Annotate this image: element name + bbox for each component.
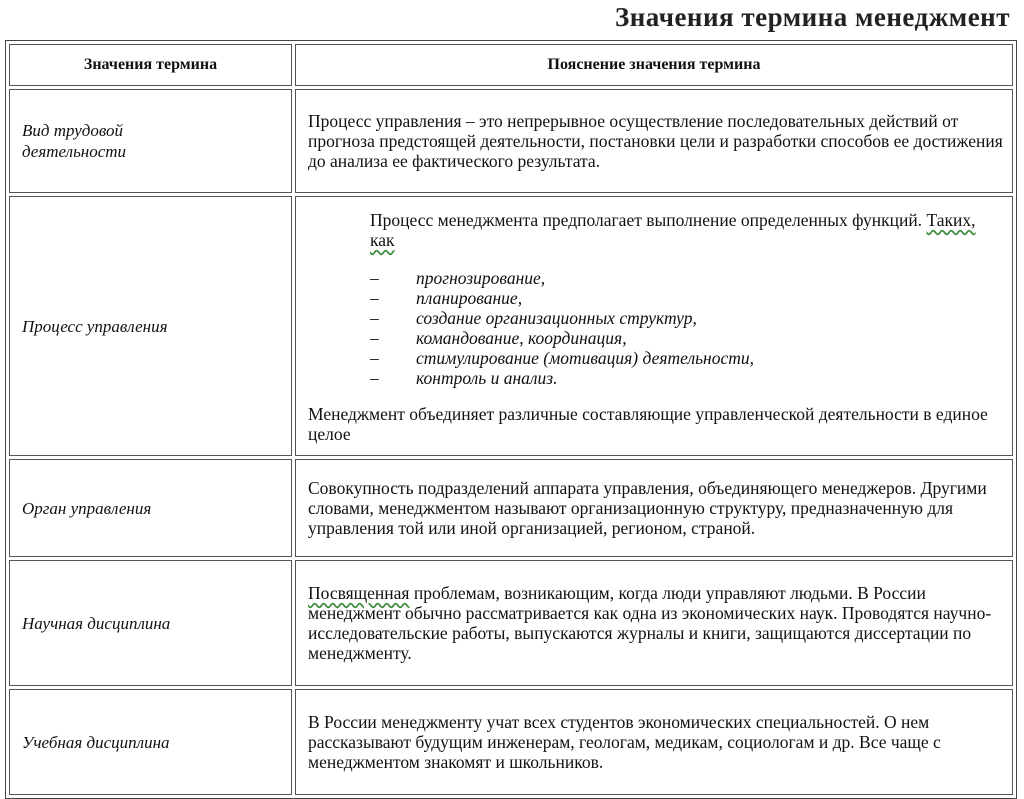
desc-cell: Процесс управления – это непрерывное осуществление последовательных действий от прогноза предстоящей деятельности, постановки цели и разработки способов ее достижения до анализа ее фактического результата. (295, 89, 1013, 193)
desc-cell (295, 196, 1013, 456)
list-item (370, 268, 1004, 288)
functions-intro (308, 210, 1004, 250)
term-cell: Орган управления (9, 459, 292, 557)
list-item (370, 288, 1004, 308)
term-line: деятельности (22, 142, 127, 161)
term-cell: Научная дисциплина (9, 560, 292, 686)
header-explanation: Пояснение значения термина (295, 44, 1013, 86)
term-cell (9, 89, 292, 193)
desc-text: проблемам, возникающим, когда люди управляют людьми. В России менеджмент обычно рассматривается как одна из экономических наук. Проводятся научно-исследовательские работы, выпускаются журналы и книги, защищаются диссертации по менеджменту. (308, 583, 992, 663)
list-item-text: создание организационных структур, (416, 308, 697, 328)
table-row (9, 560, 1013, 686)
list-item-text: командование, координация, (416, 328, 627, 348)
desc-wavy-text: Посвященная (308, 583, 410, 603)
list-dash: – (370, 368, 379, 388)
table-row (9, 196, 1013, 456)
terms-table (5, 40, 1017, 799)
list-item-text: планирование, (416, 288, 523, 308)
table-row (9, 459, 1013, 557)
list-dash: – (370, 328, 379, 348)
desc-cell: Совокупность подразделений аппарата управления, объединяющего менеджеров. Другими словами, менеджментом называют организационную структуру, предназначенную для управления той или иной организацией, регионом, страной. (295, 459, 1013, 557)
functions-outro: Менеджмент объединяет различные составляющие управленческой деятельности в единое целое (308, 404, 988, 444)
term-cell: Процесс управления (9, 196, 292, 456)
list-item (370, 348, 1004, 368)
list-dash: – (370, 348, 379, 368)
list-item-text: контроль и анализ. (416, 368, 558, 388)
desc-cell (295, 560, 1013, 686)
list-dash: – (370, 268, 379, 288)
term-line: Вид трудовой (22, 121, 124, 140)
table-header-row (9, 44, 1013, 86)
desc-cell: В России менеджменту учат всех студентов экономических специальностей. О нем рассказывают будущим инженерам, геологам, медикам, социологам и др. Все чаще с менеджментом знакомят и школьников. (295, 689, 1013, 795)
page-title: Значения термина менеджмент (614, 2, 1010, 32)
header-term: Значения термина (9, 44, 292, 86)
intro-wavy-text: Таких, как (370, 210, 976, 250)
list-item-text: прогнозирование, (416, 268, 546, 288)
list-item-text: стимулирование (мотивация) деятельности, (416, 348, 754, 368)
list-dash: – (370, 308, 379, 328)
term-cell: Учебная дисциплина (9, 689, 292, 795)
list-item (370, 328, 1004, 348)
list-dash: – (370, 288, 379, 308)
list-item (370, 368, 1004, 388)
intro-text: Процесс менеджмента предполагает выполнение определенных функций. (370, 210, 927, 230)
functions-list (308, 268, 1004, 388)
table-row (9, 689, 1013, 795)
list-item (370, 308, 1004, 328)
table-row (9, 89, 1013, 193)
